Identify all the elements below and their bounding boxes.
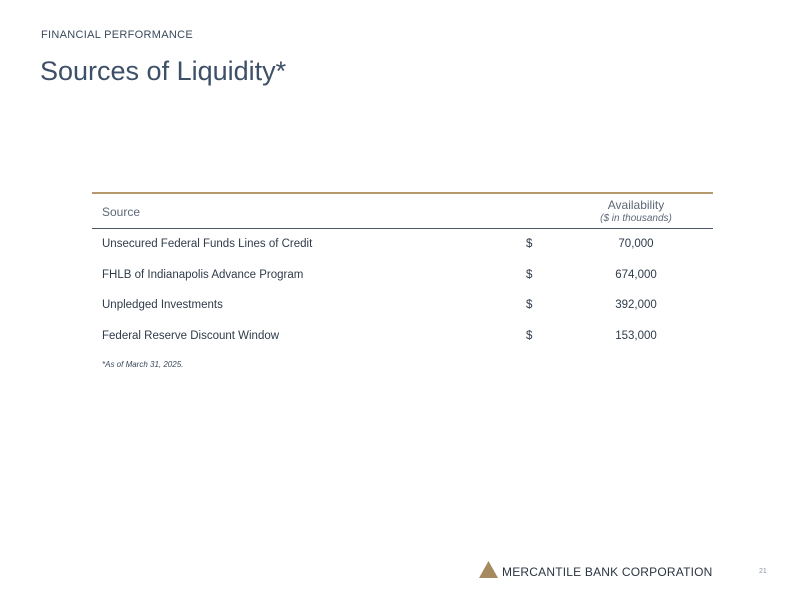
row-currency: $ — [526, 268, 533, 281]
availability-label: Availability — [607, 198, 665, 212]
table-row — [92, 290, 713, 321]
row-value: 674,000 — [615, 268, 657, 281]
row-currency: $ — [526, 238, 533, 250]
column-header-source: Source — [102, 205, 141, 219]
row-source: Federal Reserve Discount Window — [102, 329, 280, 342]
logo-text: MERCANTILE BANK CORPORATION — [502, 565, 713, 579]
section-label: FINANCIAL PERFORMANCE — [41, 29, 193, 41]
row-value: 153,000 — [615, 329, 657, 342]
row-source: FHLB of Indianapolis Advance Program — [102, 268, 304, 281]
footnote: *As of March 31, 2025. — [102, 360, 184, 369]
liquidity-table — [92, 192, 713, 351]
row-value: 70,000 — [618, 238, 654, 250]
page-number: 21 — [759, 568, 767, 575]
row-currency: $ — [526, 329, 533, 342]
row-source: Unsecured Federal Funds Lines of Credit — [102, 238, 313, 250]
table-row — [92, 260, 713, 291]
column-header-availability — [572, 199, 700, 225]
table-row — [92, 229, 713, 260]
table-row — [92, 321, 713, 352]
triangle-icon — [479, 561, 498, 578]
row-currency: $ — [526, 299, 533, 311]
availability-unit: ($ in thousands) — [600, 213, 672, 224]
row-source: Unpledged Investments — [102, 299, 223, 311]
row-value: 392,000 — [615, 299, 657, 311]
page-title: Sources of Liquidity* — [40, 56, 287, 86]
table-header — [92, 194, 713, 229]
